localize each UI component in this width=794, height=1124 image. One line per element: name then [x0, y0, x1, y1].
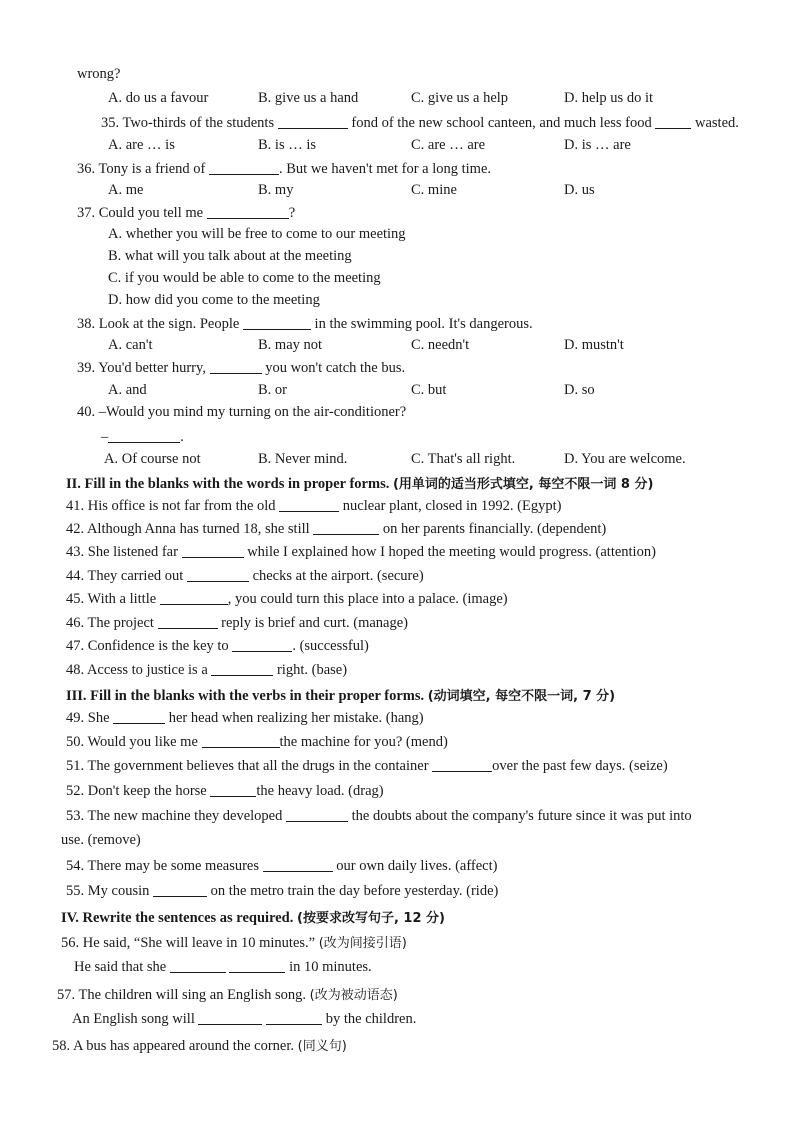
option-a: A. do us a favour [108, 90, 209, 106]
answer-blank[interactable] [229, 958, 285, 973]
answer-blank[interactable] [210, 359, 262, 374]
option-c: C. mine [411, 182, 457, 198]
option-d: D. us [564, 182, 595, 198]
answer-blank[interactable] [278, 114, 348, 129]
section-heading-3: III. Fill in the blanks with the verbs in their proper forms. (动词填空, 每空不限一词, 7 分) [66, 688, 616, 704]
option-b: B. give us a hand [258, 90, 359, 106]
answer-blank[interactable] [210, 782, 256, 797]
answer-blank[interactable] [202, 733, 280, 748]
option-c: C. if you would be able to come to the meeting [108, 270, 381, 286]
answer-blank[interactable] [113, 709, 165, 724]
option-c: C. are … are [411, 137, 486, 153]
question-57: 57. The children will sing an English song. (改为被动语态) [57, 987, 398, 1003]
answer-blank[interactable] [207, 204, 289, 219]
question-39: 39. You'd better hurry, you won't catch the bus. [77, 360, 406, 376]
q34-tail: wrong? [77, 66, 121, 82]
answer-blank[interactable] [655, 114, 691, 129]
question-50: 50. Would you like me the machine for you? (mend) [66, 734, 448, 750]
option-a: A. Of course not [104, 451, 201, 467]
question-48: 48. Access to justice is a right. (base) [66, 662, 348, 678]
question-43: 43. She listened far while I explained how I hoped the meeting would progress. (attention) [66, 544, 656, 560]
question-53-continued: use. (remove) [61, 832, 141, 848]
answer-blank[interactable] [432, 757, 492, 772]
question-47: 47. Confidence is the key to . (successful) [66, 638, 369, 654]
question-42: 42. Although Anna has turned 18, she still on her parents financially. (dependent) [66, 521, 607, 537]
answer-blank[interactable] [209, 160, 279, 175]
answer-blank[interactable] [158, 614, 218, 629]
option-c: C. That's all right. [411, 451, 516, 467]
question-53: 53. The new machine they developed the doubts about the company's future since it was put into [66, 808, 692, 824]
option-d: D. mustn't [564, 337, 624, 353]
option-a: A. and [108, 382, 147, 398]
answer-blank[interactable] [232, 637, 292, 652]
section-heading-4: IV. Rewrite the sentences as required. (按要求改写句子, 12 分) [61, 910, 445, 926]
option-b: B. my [258, 182, 294, 198]
question-46: 46. The project reply is brief and curt. (manage) [66, 615, 408, 631]
question-44: 44. They carried out checks at the airport. (secure) [66, 568, 424, 584]
question-58: 58. A bus has appeared around the corner. (同义句) [52, 1038, 347, 1054]
option-b: B. Never mind. [258, 451, 348, 467]
question-55: 55. My cousin on the metro train the day before yesterday. (ride) [66, 883, 499, 899]
option-c: C. needn't [411, 337, 470, 353]
answer-blank[interactable] [243, 315, 311, 330]
q40-response: – . [101, 429, 184, 445]
answer-blank[interactable] [279, 497, 339, 512]
question-36: 36. Tony is a friend of . But we haven't met for a long time. [77, 161, 492, 177]
question-49: 49. She her head when realizing her mistake. (hang) [66, 710, 424, 726]
option-c: C. but [411, 382, 447, 398]
question-57-answer: An English song will by the children. [72, 1011, 417, 1027]
answer-blank[interactable] [108, 428, 180, 443]
option-a: A. are … is [108, 137, 175, 153]
option-b: B. is … is [258, 137, 317, 153]
question-52: 52. Don't keep the horse the heavy load. (drag) [66, 783, 384, 799]
option-d: D. so [564, 382, 595, 398]
question-37: 37. Could you tell me ? [77, 205, 296, 221]
question-56-answer: He said that she in 10 minutes. [74, 959, 372, 975]
option-d: D. how did you come to the meeting [108, 292, 320, 308]
option-b: B. may not [258, 337, 323, 353]
question-51: 51. The government believes that all the drugs in the container over the past few days. (seize) [66, 758, 668, 774]
option-a: A. me [108, 182, 144, 198]
answer-blank[interactable] [266, 1010, 322, 1025]
option-d: D. You are welcome. [564, 451, 686, 467]
section-heading-2: II. Fill in the blanks with the words in proper forms. (用单词的适当形式填空, 每空不限一词 8 分) [66, 476, 654, 492]
answer-blank[interactable] [286, 807, 348, 822]
option-c: C. give us a help [411, 90, 509, 106]
answer-blank[interactable] [170, 958, 226, 973]
option-d: D. is … are [564, 137, 631, 153]
question-45: 45. With a little , you could turn this place into a palace. (image) [66, 591, 508, 607]
option-d: D. help us do it [564, 90, 654, 106]
question-35: 35. Two-thirds of the students fond of the new school canteen, and much less food wasted. [101, 115, 739, 131]
answer-blank[interactable] [211, 661, 273, 676]
answer-blank[interactable] [182, 543, 244, 558]
question-40: 40. –Would you mind my turning on the air-conditioner? [77, 404, 407, 420]
answer-blank[interactable] [198, 1010, 262, 1025]
answer-blank[interactable] [187, 567, 249, 582]
answer-blank[interactable] [160, 590, 228, 605]
option-b: B. or [258, 382, 287, 398]
answer-blank[interactable] [263, 857, 333, 872]
question-54: 54. There may be some measures our own daily lives. (affect) [66, 858, 498, 874]
option-a: A. whether you will be free to come to our meeting [108, 226, 406, 242]
option-b: B. what will you talk about at the meeting [108, 248, 352, 264]
question-41: 41. His office is not far from the old nuclear plant, closed in 1992. (Egypt) [66, 498, 562, 514]
answer-blank[interactable] [153, 882, 207, 897]
answer-blank[interactable] [313, 520, 379, 535]
question-56: 56. He said, “She will leave in 10 minutes.” (改为间接引语) [61, 935, 407, 951]
option-a: A. can't [108, 337, 153, 353]
question-38: 38. Look at the sign. People in the swimming pool. It's dangerous. [77, 316, 533, 332]
